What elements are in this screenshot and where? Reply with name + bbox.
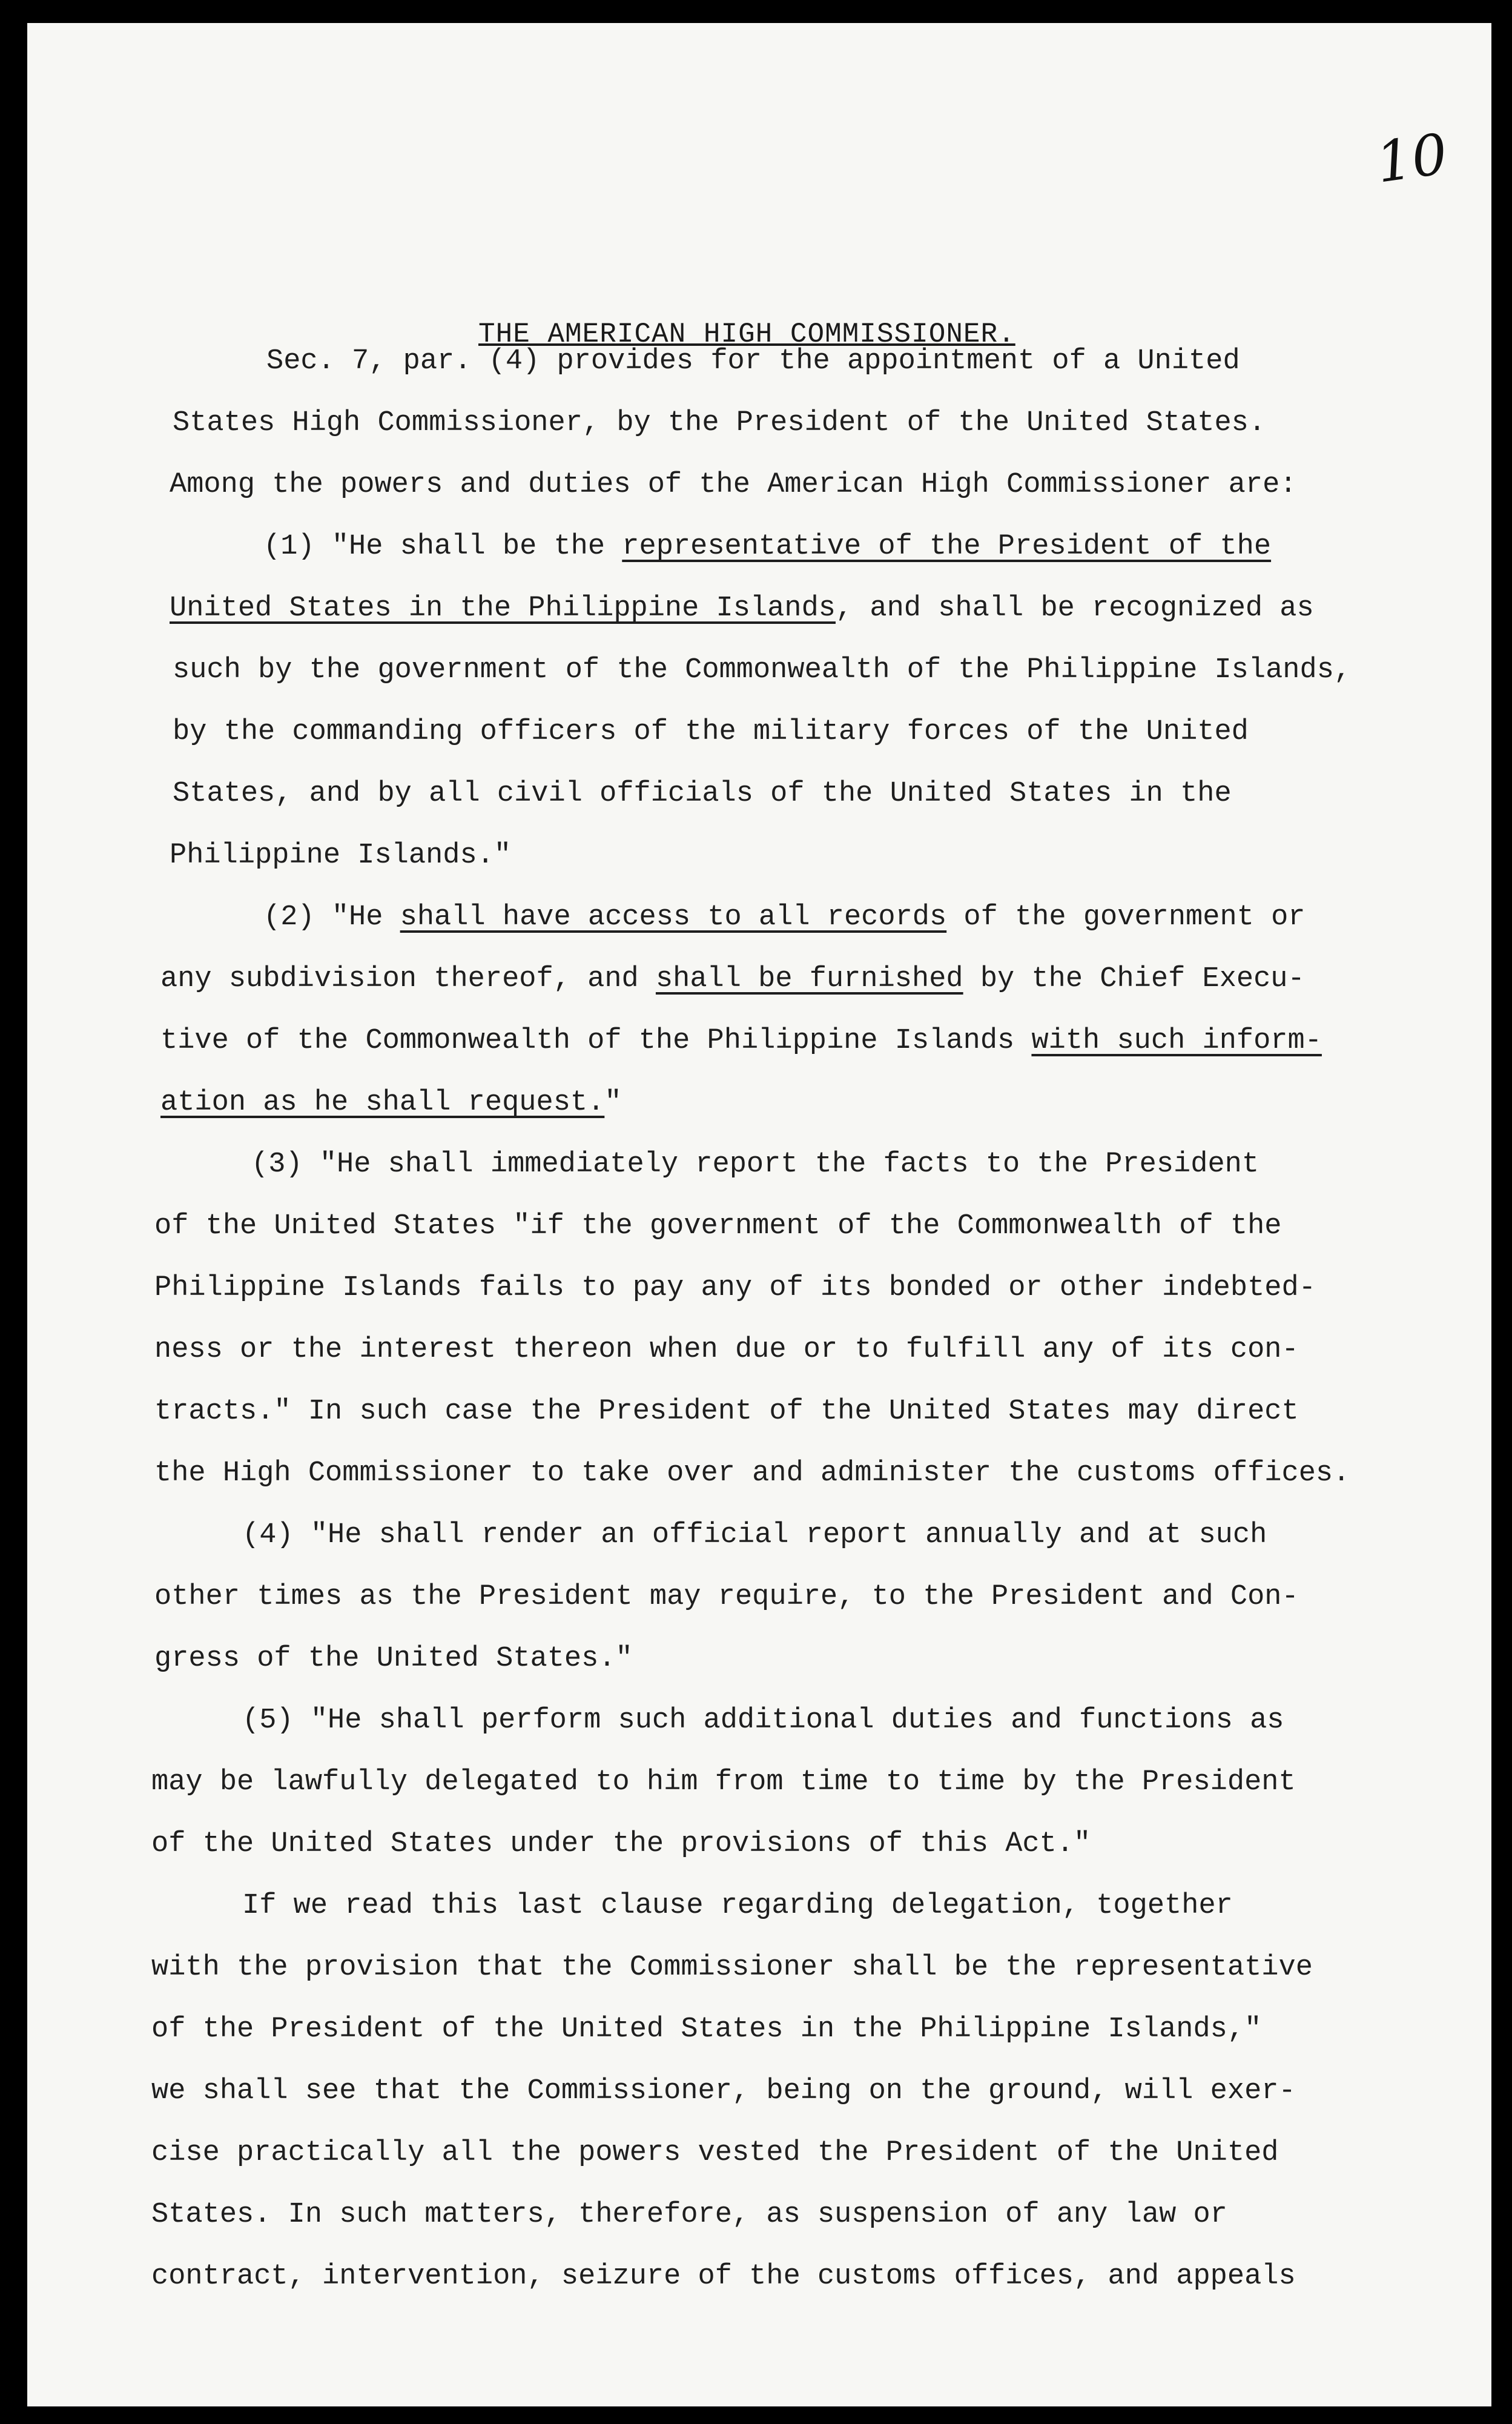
text-span: contract, intervention, seizure of the customs offices, and appeals <box>151 2260 1296 2293</box>
text-line <box>151 2013 1261 2045</box>
text-span: of the United States "if the government of the Commonwealth of the <box>154 1210 1282 1242</box>
text-span: we shall see that the Commissioner, being on the ground, will exer- <box>151 2075 1296 2107</box>
text-span: (4) "He shall render an official report annually and at such <box>242 1519 1267 1551</box>
text-span: gress of the United States." <box>154 1643 633 1675</box>
text-line <box>170 469 1297 501</box>
text-span: (2) "He <box>263 901 400 933</box>
document-title: THE AMERICAN HIGH COMMISSIONER. <box>478 319 1015 350</box>
text-span: Among the powers and duties of the American High Commissioner are: <box>170 469 1297 501</box>
text-line <box>263 901 1305 933</box>
text-span: , and shall be recognized as <box>835 592 1314 624</box>
text-line <box>151 2260 1296 2293</box>
text-span: of the government or <box>946 901 1306 933</box>
text-span: (3) "He shall immediately report the facts to the President <box>251 1148 1259 1181</box>
text-line <box>173 716 1249 748</box>
text-line <box>154 1210 1282 1242</box>
text-span: such by the government of the Commonwealth of the Philippine Islands, <box>173 654 1352 686</box>
text-line <box>242 1890 1233 1922</box>
text-span: (5) "He shall perform such additional duties and functions as <box>242 1704 1284 1737</box>
text-span: States High Commissioner, by the President of the United States. <box>173 407 1266 439</box>
text-span: with the provision that the Commissioner shall be the representative <box>151 1952 1313 1984</box>
text-line <box>151 1952 1313 1984</box>
document-page <box>27 23 1491 2406</box>
text-span: cise practically all the powers vested the President of the United <box>151 2137 1279 2169</box>
text-line <box>154 1643 633 1675</box>
text-line <box>154 1396 1299 1428</box>
text-line <box>160 1087 622 1119</box>
text-line <box>154 1581 1299 1613</box>
text-line <box>160 1025 1322 1057</box>
text-span: Philippine Islands fails to pay any of its bonded or other indebted- <box>154 1272 1316 1304</box>
text-line <box>263 531 1271 563</box>
text-span: Sec. 7, par. (4) provides for the appointment of a United <box>266 345 1240 377</box>
underlined-text: shall be furnished <box>655 963 963 995</box>
text-span: States, and by all civil officials of the United States in the <box>173 778 1232 810</box>
text-span: States. In such matters, therefore, as suspension of any law or <box>151 2199 1227 2231</box>
page-number: 10 <box>1372 121 1451 196</box>
text-line <box>173 407 1266 439</box>
text-line <box>266 345 1240 377</box>
text-line <box>151 1766 1296 1798</box>
text-line <box>151 2137 1279 2169</box>
text-line <box>173 654 1351 686</box>
text-span: may be lawfully delegated to him from time to time by the President <box>151 1766 1296 1798</box>
text-line <box>154 1334 1299 1366</box>
text-line <box>242 1704 1284 1737</box>
text-span: If we read this last clause regarding delegation, together <box>242 1890 1233 1922</box>
underlined-text: shall have access to all records <box>400 901 947 933</box>
text-line <box>151 2199 1227 2231</box>
text-span: of the United States under the provisions of this Act." <box>151 1828 1091 1860</box>
text-line <box>170 839 511 872</box>
text-line <box>151 2075 1296 2107</box>
text-span: of the President of the United States in the Philippine Islands," <box>151 2013 1262 2045</box>
text-line <box>160 963 1305 995</box>
text-line <box>173 778 1232 810</box>
underlined-text: representative of the President of the <box>622 531 1272 563</box>
text-line <box>151 1828 1091 1860</box>
text-span: by the commanding officers of the military forces of the United <box>173 716 1249 748</box>
underlined-text: ation as he shall request. <box>160 1087 605 1119</box>
text-span: (1) "He shall be the <box>263 531 622 563</box>
underlined-text: United States in the Philippine Islands <box>170 592 836 624</box>
text-span: tracts." In such case the President of the United States may direct <box>154 1396 1299 1428</box>
text-span: ness or the interest thereon when due or to fulfill any of its con- <box>154 1334 1299 1366</box>
text-span: Philippine Islands." <box>170 839 512 872</box>
text-span: any subdivision thereof, and <box>160 963 656 995</box>
text-line <box>154 1272 1316 1304</box>
text-line <box>154 1457 1350 1489</box>
text-line <box>170 592 1314 624</box>
text-span: other times as the President may require, to the President and Con- <box>154 1581 1299 1613</box>
text-line <box>242 1519 1267 1551</box>
text-span: the High Commissioner to take over and administer the customs offices. <box>154 1457 1350 1489</box>
text-line <box>251 1148 1259 1181</box>
text-span: by the Chief Execu- <box>963 963 1305 995</box>
text-span: " <box>604 1087 622 1119</box>
text-span: tive of the Commonwealth of the Philippine Islands <box>160 1025 1032 1057</box>
underlined-text: with such inform- <box>1031 1025 1322 1057</box>
